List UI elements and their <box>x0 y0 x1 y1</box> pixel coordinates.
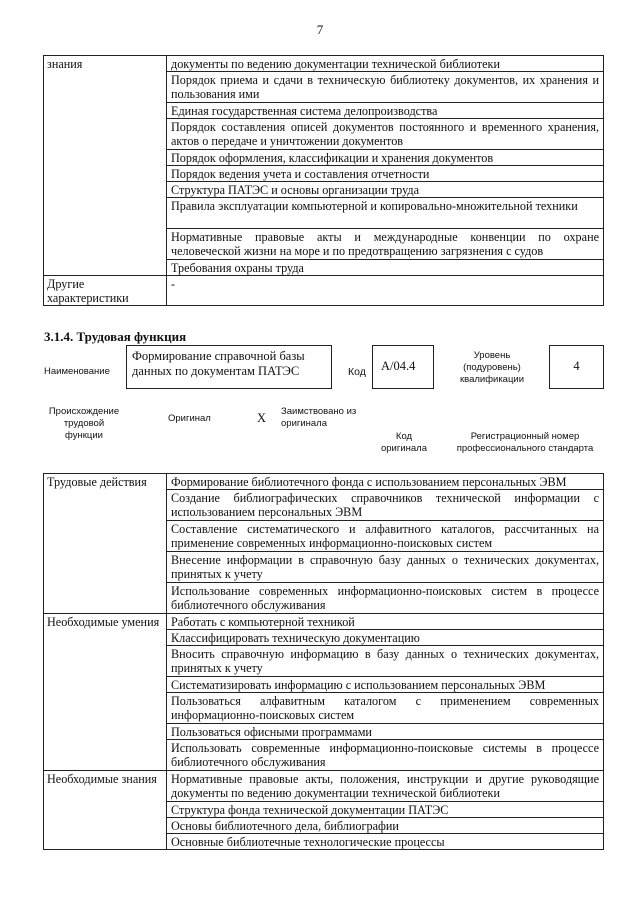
section-title: 3.1.4. Трудовая функция <box>44 329 187 344</box>
page-number: 7 <box>316 22 324 37</box>
group-label-skills: Необходимые умения <box>44 614 167 771</box>
knowledge-item: Структура фонда технической документации ПАТЭС <box>167 802 604 818</box>
skill-item: Пользоваться алфавитным каталогом с применением современных информационно-поисковых систем <box>167 693 604 724</box>
labor-action-item: Создание библиографических справочников технической информации с использованием персональных ЭВМ <box>167 490 604 521</box>
group-label-labor-actions: Трудовые действия <box>44 474 167 614</box>
registration-number-label: Регистрационный номер профессионального стандарта <box>456 431 594 454</box>
knowledge-item: Нормативные правовые акты и международные конвенции по охране человеческой жизни на море и по предотвращению загрязнения с судов <box>167 229 604 260</box>
knowledge-item: Требования охраны труда <box>167 260 604 276</box>
labor-function-table <box>43 473 604 850</box>
labor-action-item: Составление систематического и алфавитного каталогов, рассчитанных на применение современных информационно-поисковых систем <box>167 521 604 552</box>
original-label: Оригинал <box>168 413 211 424</box>
knowledge-item: Основные библиотечные технологические процессы <box>167 834 604 850</box>
knowledge-item: Порядок составления описей документов постоянного и временного хранения, актов о передаче и уничтожении документов <box>167 119 604 150</box>
code-box: А/04.4 <box>372 345 434 389</box>
knowledge-item: Структура ПАТЭС и основы организации труда <box>167 182 604 198</box>
knowledge-item: Правила эксплуатации компьютерной и копировально-множительной техники <box>167 198 604 229</box>
original-mark: X <box>257 411 267 425</box>
qualification-level-label: Уровень (подуровень) квалификации <box>459 350 525 385</box>
name-label: Наименование <box>44 366 110 377</box>
group-label-knowledge: Необходимые знания <box>44 771 167 850</box>
labor-action-item: Формирование библиотечного фонда с использованием персональных ЭВМ <box>167 474 604 490</box>
knowledge-item: Основы библиотечного дела, библиографии <box>167 818 604 834</box>
knowledge-item: Порядок приема и сдачи в техническую библиотеку документов, их хранения и пользования ими <box>167 72 604 103</box>
skill-item: Классифицировать техническую документацию <box>167 630 604 646</box>
knowledge-item: Единая государственная система делопроизводства <box>167 103 604 119</box>
other-characteristics-value: - <box>167 276 604 306</box>
skill-item: Систематизировать информацию с использованием персональных ЭВМ <box>167 677 604 693</box>
code-label: Код <box>348 366 366 378</box>
row-label: знания <box>44 56 167 72</box>
knowledge-table-continued <box>43 55 604 306</box>
skill-item: Вносить справочную информацию в базу данных о технических документах, принятых к учету <box>167 646 604 677</box>
skill-item: Работать с компьютерной техникой <box>167 614 604 630</box>
borrowed-label: Заимствовано из оригинала <box>281 406 357 429</box>
skill-item: Использовать современные информационно-поисковые системы в процессе библиотечного обслуживания <box>167 740 604 771</box>
knowledge-item: документы по ведению документации технической библиотеки <box>167 56 604 72</box>
origin-code-label: Код оригинала <box>380 431 427 454</box>
labor-action-item: Использование современных информационно-поисковых систем в процессе библиотечного обслуживания <box>167 583 604 614</box>
knowledge-item: Порядок ведения учета и составления отчетности <box>167 166 604 182</box>
knowledge-item: Порядок оформления, классификации и хранения документов <box>167 150 604 166</box>
origin-label: Происхождение трудовой функции <box>48 406 120 441</box>
labor-action-item: Внесение информации в справочную базу данных о технических документах, принятых к учету <box>167 552 604 583</box>
function-name-box: Формирование справочной базы данных по документам ПАТЭС <box>126 345 332 389</box>
knowledge-item: Нормативные правовые акты, положения, инструкции и другие руководящие документы по ведению документации технической библиотеки <box>167 771 604 802</box>
qualification-level-box: 4 <box>549 345 604 389</box>
skill-item: Пользоваться офисными программами <box>167 724 604 740</box>
other-characteristics-label: Другие характеристики <box>44 276 167 306</box>
